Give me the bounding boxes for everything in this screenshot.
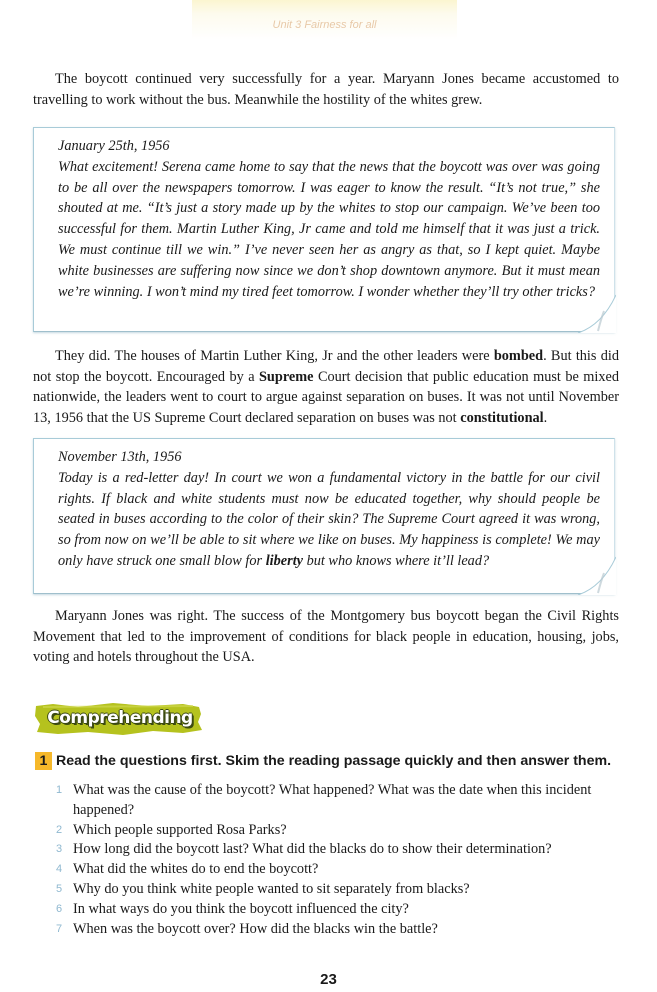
- diary-date: January 25th, 1956: [58, 138, 170, 154]
- question-number: 4: [56, 863, 63, 876]
- question-text: Why do you think white people wanted to sit separately from blacks?: [73, 880, 470, 897]
- section-title: Comprehending: [47, 708, 193, 728]
- paragraph-2-part-1: They did. The houses of Martin Luther King, Jr and the other leaders were: [55, 348, 494, 364]
- question-number: 5: [56, 882, 63, 895]
- paragraph-2-part-3: Court decision that public education must be mixed nationwide, the leaders went to court to argue against separation on buses. It was not until November 13, 1956 that the US Supreme Court declared separation on buses was not: [33, 368, 619, 426]
- diary-text-part-1: Today is a red-letter day! In court we won a fundamental victory in the battle for our civil rights. If black and white students must now be educated together, why should people be seated in buses according to the color of their skin? The Supreme Court agreed it was wrong, so from now on we’ll be able to sit where we like on buses. My happiness is complete! We may only have struck one small blow for: [58, 469, 600, 569]
- question-item: [56, 781, 626, 821]
- question-item: [56, 920, 626, 940]
- keyword-constitutional: constitutional: [460, 409, 544, 426]
- section-ribbon: [33, 702, 203, 736]
- diary-entry-january: [33, 127, 615, 332]
- instruction-text: Read the questions first. Skim the reading passage quickly and then answer them.: [56, 753, 612, 769]
- unit-header-band: [192, 0, 457, 40]
- page-curl-icon: [568, 551, 616, 595]
- question-item: [56, 860, 626, 880]
- page-curl-icon: [568, 289, 616, 333]
- question-number: 6: [56, 902, 63, 915]
- exercise-instruction: [35, 752, 635, 772]
- question-number: 1: [56, 784, 63, 796]
- paragraph-maryann-right: [33, 606, 619, 668]
- question-item: [56, 840, 626, 860]
- question-item: [56, 821, 626, 841]
- unit-title: Unit 3 Fairness for all: [272, 19, 377, 31]
- paragraph-they-did: [33, 346, 619, 428]
- keyword-liberty: liberty: [265, 552, 304, 569]
- question-text: In what ways do you think the boycott influenced the city?: [73, 900, 409, 917]
- diary-text: What excitement! Serena came home to say that the news that the boycott was over was going to be all over the newspapers tomorrow. I was eager to know the result. “It’s not true,” she shouted at me. “It’s just a story made up by the whites to stop our campaign. We’ve been too successful for them. Martin Luther King, Jr came and told me himself that it was just a trick. We must continue till we win.” I’ve never seen her as angry as that, so I kept quiet. Maybe white businesses are suffering now since we don’t shop downtown anymore. But it must mean we’re winning. I won’t mind my tired feet tomorrow. I wonder whether they’ll try other tricks?: [58, 158, 600, 300]
- question-text: What was the cause of the boycott? What happened? What was the date when this incident happened?: [73, 782, 592, 818]
- question-list: [56, 781, 626, 939]
- question-number: 7: [56, 922, 63, 935]
- diary-text-part-2: but who knows where it’ll lead?: [303, 552, 490, 569]
- question-text: When was the boycott over? How did the blacks win the battle?: [73, 920, 438, 937]
- diary-date: November 13th, 1956: [58, 449, 182, 465]
- paragraph-2-part-2: . But this did not stop the boycott. Encouraged by a: [33, 348, 619, 385]
- diary-text: [58, 468, 600, 572]
- keyword-supreme: Supreme: [258, 368, 314, 385]
- paragraph-2-part-4: .: [543, 409, 548, 426]
- paragraph-1-text: The boycott continued very successfully for a year. Maryann Jones became accustomed to travelling to work without the bus. Meanwhile the hostility of the whites grew.: [33, 71, 619, 108]
- paragraph-3-text: Maryann Jones was right. The success of the Montgomery bus boycott began the Civil Rights Movement that led to the improvement of conditions for black people in education, housing, jobs, voting and hotels throughout the USA.: [33, 608, 619, 665]
- page-number: 23: [320, 971, 337, 988]
- keyword-bombed: bombed: [493, 348, 544, 364]
- question-number: 2: [56, 823, 63, 836]
- paragraph-boycott-continued: [33, 69, 619, 110]
- diary-entry-november: [33, 438, 615, 594]
- question-text: Which people supported Rosa Parks?: [73, 821, 287, 838]
- question-text: What did the whites do to end the boycott?: [73, 861, 319, 878]
- question-item: [56, 880, 626, 900]
- exercise-number-badge: 1: [35, 752, 52, 770]
- question-text: How long did the boycott last? What did the blacks do to show their determination?: [73, 841, 552, 858]
- question-item: [56, 900, 626, 920]
- question-number: 3: [56, 843, 63, 856]
